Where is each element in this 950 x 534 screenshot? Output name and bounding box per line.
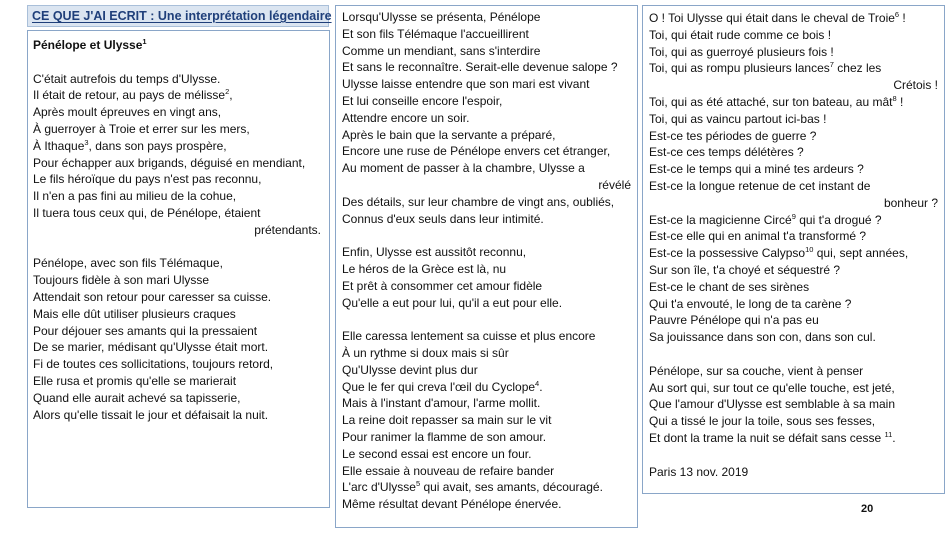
line-text: Après le bain que la servante a préparé, [342, 127, 556, 142]
poem-line [33, 188, 321, 205]
line-text: Crétois ! [893, 78, 938, 93]
poem-line [649, 144, 938, 161]
line-text-after: chez les [833, 61, 882, 76]
line-text: L'arc d'Ulysse [342, 480, 416, 495]
poem-line [342, 93, 631, 110]
stanza-gap [649, 447, 938, 464]
poem-line [342, 496, 631, 513]
poem-line [33, 222, 321, 239]
poem-line [649, 279, 938, 296]
line-text: Pour échapper aux brigands, déguisé en mendiant, [33, 155, 306, 170]
poem-line [342, 295, 631, 312]
poem-line [33, 356, 321, 373]
poem-line [649, 77, 938, 94]
line-text: Encore une ruse de Pénélope envers cet étranger, [342, 144, 611, 159]
line-text: Est-ce le chant de ses sirènes [649, 279, 810, 294]
poem-line [342, 9, 631, 26]
line-text-after: qui avait, ses amants, découragé. [420, 480, 603, 495]
stanza-gap [342, 227, 631, 244]
poem-line [342, 76, 631, 93]
line-text: Ulysse laisse entendre que son mari est vivant [342, 77, 590, 92]
poem-line [342, 43, 631, 60]
line-text: Comme un mendiant, sans s'interdire [342, 43, 541, 58]
line-text: O ! Toi Ulysse qui était dans le cheval de Troie [649, 11, 895, 25]
poem-line [342, 463, 631, 480]
line-text: Au sort qui, sur tout ce qu'elle touche, est jeté, [649, 380, 895, 395]
line-text: Mais à l'instant d'amour, l'arme mollit. [342, 396, 541, 411]
line-text: Le héros de la Grèce est là, nu [342, 261, 507, 276]
footnote-marker: 1 [142, 37, 147, 46]
footnote-marker: 8 [892, 93, 897, 103]
poem-line [342, 379, 631, 396]
poem-column-1 [27, 30, 330, 508]
line-text: Alors qu'elle tissait le jour et défaisait la nuit. [33, 407, 269, 422]
poem-line [33, 205, 321, 222]
footnote-marker: 9 [791, 211, 796, 221]
poem-line [649, 178, 938, 195]
line-text: Que l'amour d'Ulysse est semblable à sa main [649, 397, 896, 412]
poem-line [342, 194, 631, 211]
line-text: Est-ce le temps qui a miné tes ardeurs ? [649, 162, 864, 177]
poem-line [33, 87, 321, 104]
line-text: Et son fils Télémaque l'accueillirent [342, 26, 529, 41]
poem-line [649, 396, 938, 413]
line-text: Qu'elle a eut pour lui, qu'il a eut pour elle. [342, 295, 563, 310]
line-text-after: ! [896, 94, 904, 109]
line-text-after: , [229, 88, 233, 103]
line-text: Le fils héroïque du pays n'est pas reconnu, [33, 172, 262, 187]
line-text: Le second essai est encore un four. [342, 446, 532, 461]
poem-line [649, 296, 938, 313]
poem-line [649, 228, 938, 245]
stanza-gap [342, 311, 631, 328]
line-text: Qui t'a envouté, le long de ta carène ? [649, 296, 852, 311]
poem-line [342, 177, 631, 194]
line-text: Est-ce ces temps délétères ? [649, 145, 804, 160]
line-text: Même résultat devant Pénélope énervée. [342, 497, 562, 512]
line-text: Et lui conseille encore l'espoir, [342, 93, 503, 108]
line-text: Il était de retour, au pays de mélisse [33, 88, 226, 103]
line-text: Fi de toutes ces sollicitations, toujours retord, [33, 357, 274, 372]
poem-line [342, 211, 631, 228]
poem-line [33, 323, 321, 340]
footnote-marker: 3 [84, 137, 89, 147]
line-text: Toi, qui as guerroyé plusieurs fois ! [649, 44, 834, 59]
line-text: Pénélope et Ulysse [33, 38, 143, 52]
poem-line [649, 111, 938, 128]
poem-line [33, 255, 321, 272]
poem-line [342, 328, 631, 345]
line-text: Elle essaie à nouveau de refaire bander [342, 463, 555, 478]
poem-line [649, 60, 938, 77]
line-text: C'était autrefois du temps d'Ulysse. [33, 71, 221, 86]
poem-line [649, 464, 938, 481]
footnote-marker: 10 [805, 245, 814, 255]
stanza-gap [33, 54, 321, 71]
poem-line [649, 10, 938, 27]
poem-line [342, 278, 631, 295]
footnote-marker: 6 [894, 10, 900, 19]
line-text: Pour déjouer ses amants qui la pressaient [33, 323, 258, 338]
poem-line [33, 138, 321, 155]
line-text: À guerroyer à Troie et errer sur les mers, [33, 121, 250, 136]
line-text: À un rythme si doux mais si sûr [342, 345, 509, 360]
poem-line [33, 155, 321, 172]
poem-line [33, 306, 321, 323]
line-text: Mais elle dût utiliser plusieurs craques [33, 306, 236, 321]
line-text: révélé [598, 177, 631, 192]
poem-column-3 [642, 5, 945, 494]
poem-line [33, 121, 321, 138]
line-text: Attendait son retour pour caresser sa cuisse. [33, 289, 272, 304]
line-text: Elle caressa lentement sa cuisse et plus encore [342, 329, 596, 344]
line-text: Pauvre Pénélope qui n'a pas eu [649, 313, 819, 328]
poem-line [33, 37, 321, 54]
poem-line [33, 272, 321, 289]
line-text: Toujours fidèle à son mari Ulysse [33, 273, 210, 288]
poem-line [649, 212, 938, 229]
poem-line [649, 245, 938, 262]
line-text: Il tuera tous ceux qui, de Pénélope, étaient [33, 205, 261, 220]
poem-line [342, 59, 631, 76]
line-text: Et sans le reconnaître. Serait-elle devenue salope ? [342, 60, 618, 75]
line-text: Est-ce elle qui en animal t'a transformé ? [649, 229, 867, 244]
line-text: Elle rusa et promis qu'elle se marierait [33, 373, 237, 388]
line-text: Enfin, Ulysse est aussitôt reconnu, [342, 245, 527, 260]
poem-line [342, 345, 631, 362]
line-text-after: . [539, 379, 543, 394]
footnote-marker: 11 [884, 429, 893, 439]
line-text: prétendants. [254, 222, 321, 237]
line-text: À Ithaque [33, 138, 85, 153]
line-text: Toi, qui as été attaché, sur ton bateau, au mât [649, 94, 893, 109]
line-text: Au moment de passer à la chambre, Ulysse a [342, 161, 585, 176]
footnote-marker: 5 [415, 479, 421, 489]
poem-line [649, 27, 938, 44]
stanza-gap [649, 346, 938, 363]
line-text: bonheur ? [883, 195, 938, 210]
line-text: Est-ce la longue retenue de cet instant de [649, 178, 871, 193]
line-text: Est-ce la possessive Calypso [649, 246, 806, 261]
line-text-after: qui, sept années, [813, 246, 909, 261]
line-text: Que le fer qui creva l'œil du Cyclope [342, 379, 536, 394]
page-title: CE QUE J'AI ECRIT : Une interprétation légendaire [27, 5, 329, 27]
poem-line [649, 44, 938, 61]
line-text-after: , dans son pays prospère, [88, 138, 227, 153]
poem-line [342, 143, 631, 160]
line-text: Des détails, sur leur chambre de vingt ans, oubliés, [342, 194, 615, 209]
poem-line [33, 171, 321, 188]
poem-line [342, 429, 631, 446]
line-text: Toi, qui as vaincu partout ici-bas ! [649, 111, 827, 126]
line-text-after: . [892, 430, 896, 445]
line-text: Paris 13 nov. 2019 [649, 464, 749, 479]
line-text: Il n'en a pas fini au milieu de la cohue, [33, 189, 237, 204]
poem-line [649, 363, 938, 380]
poem-line [649, 94, 938, 111]
poem-line [649, 312, 938, 329]
poem-line [33, 339, 321, 356]
line-text: Toi, qui as rompu plusieurs lances [649, 61, 830, 76]
poem-column-2 [335, 5, 638, 528]
poem-line [342, 244, 631, 261]
poem-line [649, 329, 938, 346]
poem-line [649, 128, 938, 145]
footnote-marker: 7 [829, 60, 834, 70]
line-text: Est-ce tes périodes de guerre ? [649, 128, 817, 143]
poem-line [342, 110, 631, 127]
footnote-marker: 4 [535, 378, 540, 388]
poem-line [342, 412, 631, 429]
line-text-after: qui t'a drogué ? [795, 212, 882, 227]
line-text-after: ! [899, 11, 906, 25]
line-text: Sur son île, t'a choyé et séquestré ? [649, 262, 841, 277]
poem-line [649, 413, 938, 430]
page-number: 20 [861, 503, 874, 515]
poem-line [33, 104, 321, 121]
poem-line [342, 395, 631, 412]
poem-line [33, 373, 321, 390]
line-text: Pénélope, avec son fils Télémaque, [33, 256, 223, 271]
poem-line [342, 160, 631, 177]
line-text: Qui a tissé le jour la toile, sous ses fesses, [649, 414, 876, 429]
poem-line [649, 380, 938, 397]
line-text: Lorsqu'Ulysse se présenta, Pénélope [342, 10, 541, 24]
stanza-gap [33, 239, 321, 256]
poem-line [33, 390, 321, 407]
poem-line [342, 26, 631, 43]
line-text: Est-ce la magicienne Circé [649, 212, 792, 227]
poem-line [33, 407, 321, 424]
poem-line [649, 195, 938, 212]
line-text: De se marier, médisant qu'Ulysse était mort. [33, 340, 269, 355]
line-text: Et prêt à consommer cet amour fidèle [342, 278, 543, 293]
line-text: Attendre encore un soir. [342, 110, 470, 125]
poem-line [649, 161, 938, 178]
poem-line [342, 362, 631, 379]
footnote-marker: 2 [225, 87, 230, 97]
line-text: Toi, qui était rude comme ce bois ! [649, 27, 832, 42]
poem-line [33, 71, 321, 88]
line-text: Pénélope, sur sa couche, vient à penser [649, 363, 864, 378]
poem-line [342, 261, 631, 278]
poem-line [342, 446, 631, 463]
line-text: Sa jouissance dans son con, dans son cul. [649, 330, 876, 345]
poem-line [649, 262, 938, 279]
poem-line [649, 430, 938, 447]
line-text: Connus d'eux seuls dans leur intimité. [342, 211, 544, 226]
poem-line [33, 289, 321, 306]
line-text: Et dont la trame la nuit se défait sans cesse [649, 430, 885, 445]
poem-line [342, 479, 631, 496]
line-text: La reine doit repasser sa main sur le vit [342, 413, 552, 428]
poem-line [342, 127, 631, 144]
line-text: Qu'Ulysse devint plus dur [342, 362, 478, 377]
line-text: Pour ranimer la flamme de son amour. [342, 429, 547, 444]
line-text: Après moult épreuves en vingt ans, [33, 105, 222, 120]
line-text: Quand elle aurait achevé sa tapisserie, [33, 390, 241, 405]
